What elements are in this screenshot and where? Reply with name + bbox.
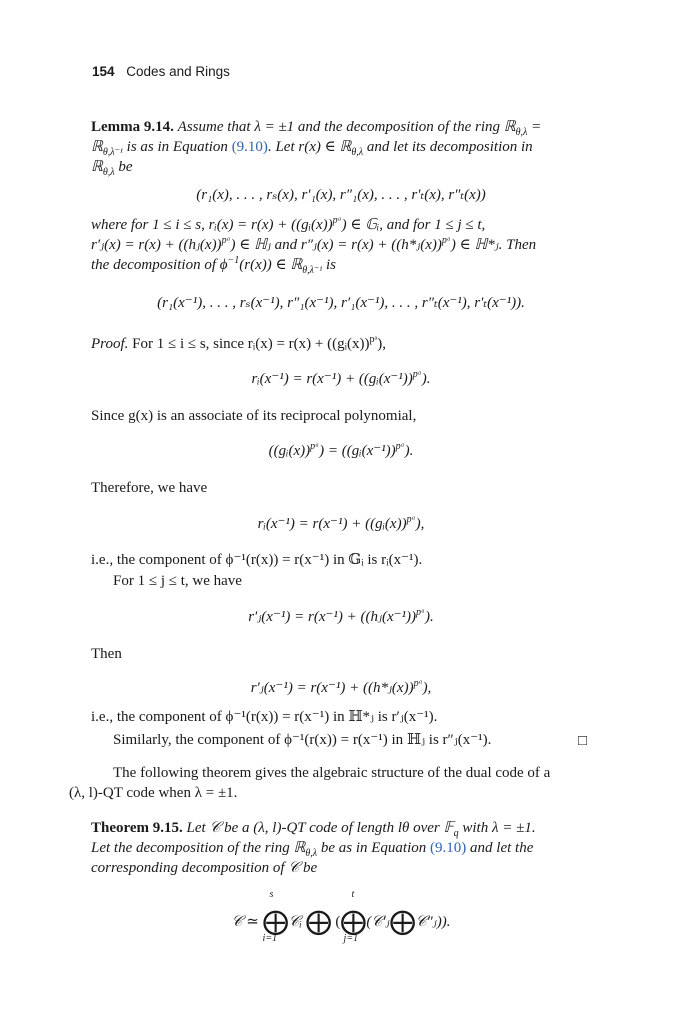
lemma-where-clause: where for 1 ≤ i ≤ s, rᵢ(x) = r(x) + ((gᵢ(x))$^{pᵃ}$) ∈ 𝔾ᵢ, and for 1 ≤ j ≤ t, r′ⱼ(x) = r(x) + ((hⱼ(x))$^{pᵃ}$) ∈ ℍⱼ and r″ⱼ(x) = r(x) + ((h*ⱼ(x))$^{pᵃ}$) ∈ ℍ*ⱼ. Then the decomposition of $\phi^{-1}(r(x))$ ∈ ℝ$_{\theta,\lambda^{-1}}$ is [91, 215, 537, 276]
proof-eq-3: rᵢ(x⁻¹) = r(x⁻¹) + ((gᵢ(x))$^{pᵃ}$), [257, 514, 425, 532]
lemma-display-1: (r₁(x), . . . , rₛ(x), r′₁(x), r″₁(x), . . . , r′ₜ(x), r″ₜ(x)) [196, 187, 486, 203]
lemma-display-2: (r₁(x⁻¹), . . . , rₛ(x⁻¹), r″₁(x⁻¹), r′₁(x⁻¹), . . . , r″ₜ(x⁻¹), r′ₜ(x⁻¹)). [157, 295, 525, 311]
proof-label: Proof. [91, 336, 129, 352]
sum-lower-j: j=1 [343, 933, 359, 944]
proof-therefore: Therefore, we have [91, 480, 208, 496]
proof-eq-5: r′ⱼ(x⁻¹) = r(x⁻¹) + ((h*ⱼ(x))$^{pᵃ}$), [250, 678, 432, 696]
sum-lower-i: i=1 [262, 933, 278, 944]
proof-since: Since g(x) is an associate of its reciprocal polynomial, [91, 408, 417, 424]
sum-upper-s: s [269, 889, 274, 900]
proof-then: Then [91, 646, 122, 662]
equation-link[interactable]: (9.10) [430, 840, 467, 856]
proof-eq-1: rᵢ(x⁻¹) = r(x⁻¹) + ((gᵢ(x⁻¹))$^{pᵃ}$). [251, 369, 431, 387]
intro-paragraph: The following theorem gives the algebraic structure of the dual code of a (λ, l)-QT code when λ = ±1. [69, 765, 551, 801]
oplus-sum-j: ⨁ [340, 907, 367, 936]
oplus-sum-i: ⨁ [262, 907, 289, 936]
lemma-statement: Lemma 9.14. Assume that λ = ±1 and the decomposition of the ring ℝ$_{\theta,\lambda}$ = ℝ$_{\theta,\lambda^{-1}}$ is as in Equation (9.10). Let r(x) ∈ ℝ$_{\theta,\lambda}$ and let its decomposition in ℝ$_{\theta,\lambda}$ be [91, 119, 542, 178]
page-number: 154 [92, 64, 115, 79]
proof-for-j: For 1 ≤ j ≤ t, we have [113, 573, 242, 589]
proof-ie-2: i.e., the component of ϕ⁻¹(r(x)) = r(x⁻¹) in ℍ*ⱼ is r′ⱼ(x⁻¹). [91, 709, 438, 725]
theorem-statement: Theorem 9.15. Let 𝒞 be a (λ, l)-QT code of length lθ over 𝔽$_q$ with λ = ±1. Let the decomposition of the ring ℝ$_{\theta,\lambda}$ be as in Equation (9.10) and let the corresponding decomposition of 𝒞 be [91, 820, 536, 876]
proof-eq-2: ((gᵢ(x))$^{pᵃ}$) = ((gᵢ(x⁻¹))$^{pᵃ}$). [268, 441, 414, 459]
equation-link[interactable]: (9.10) [231, 139, 268, 155]
theorem-display: 𝒞 ≃ ⨁𝒞ᵢ ⨁ (⨁(𝒞′ⱼ⨁𝒞″ⱼ)). s i=1 t j=1 [231, 889, 451, 944]
oplus-sign-inner: ⨁ [389, 907, 416, 936]
lemma-label: Lemma 9.14. [91, 119, 174, 135]
qed-box: □ [578, 733, 588, 749]
running-header [92, 64, 230, 79]
proof-line-1: Proof. For 1 ≤ i ≤ s, since rᵢ(x) = r(x) + ((gᵢ(x))$^{pᵃ}$), [91, 334, 387, 352]
oplus-sign: ⨁ [305, 907, 332, 936]
sum-upper-t: t [351, 889, 355, 900]
theorem-label: Theorem 9.15. [91, 820, 183, 836]
proof-eq-4: r′ⱼ(x⁻¹) = r(x⁻¹) + ((hⱼ(x⁻¹))$^{pᵃ}$). [248, 607, 434, 625]
running-title: Codes and Rings [126, 64, 230, 79]
proof-similarly: Similarly, the component of ϕ⁻¹(r(x)) = r(x⁻¹) in ℍⱼ is r″ⱼ(x⁻¹). [113, 732, 492, 748]
proof-ie-1: i.e., the component of ϕ⁻¹(r(x)) = r(x⁻¹) in 𝔾ᵢ is rᵢ(x⁻¹). [91, 552, 423, 568]
